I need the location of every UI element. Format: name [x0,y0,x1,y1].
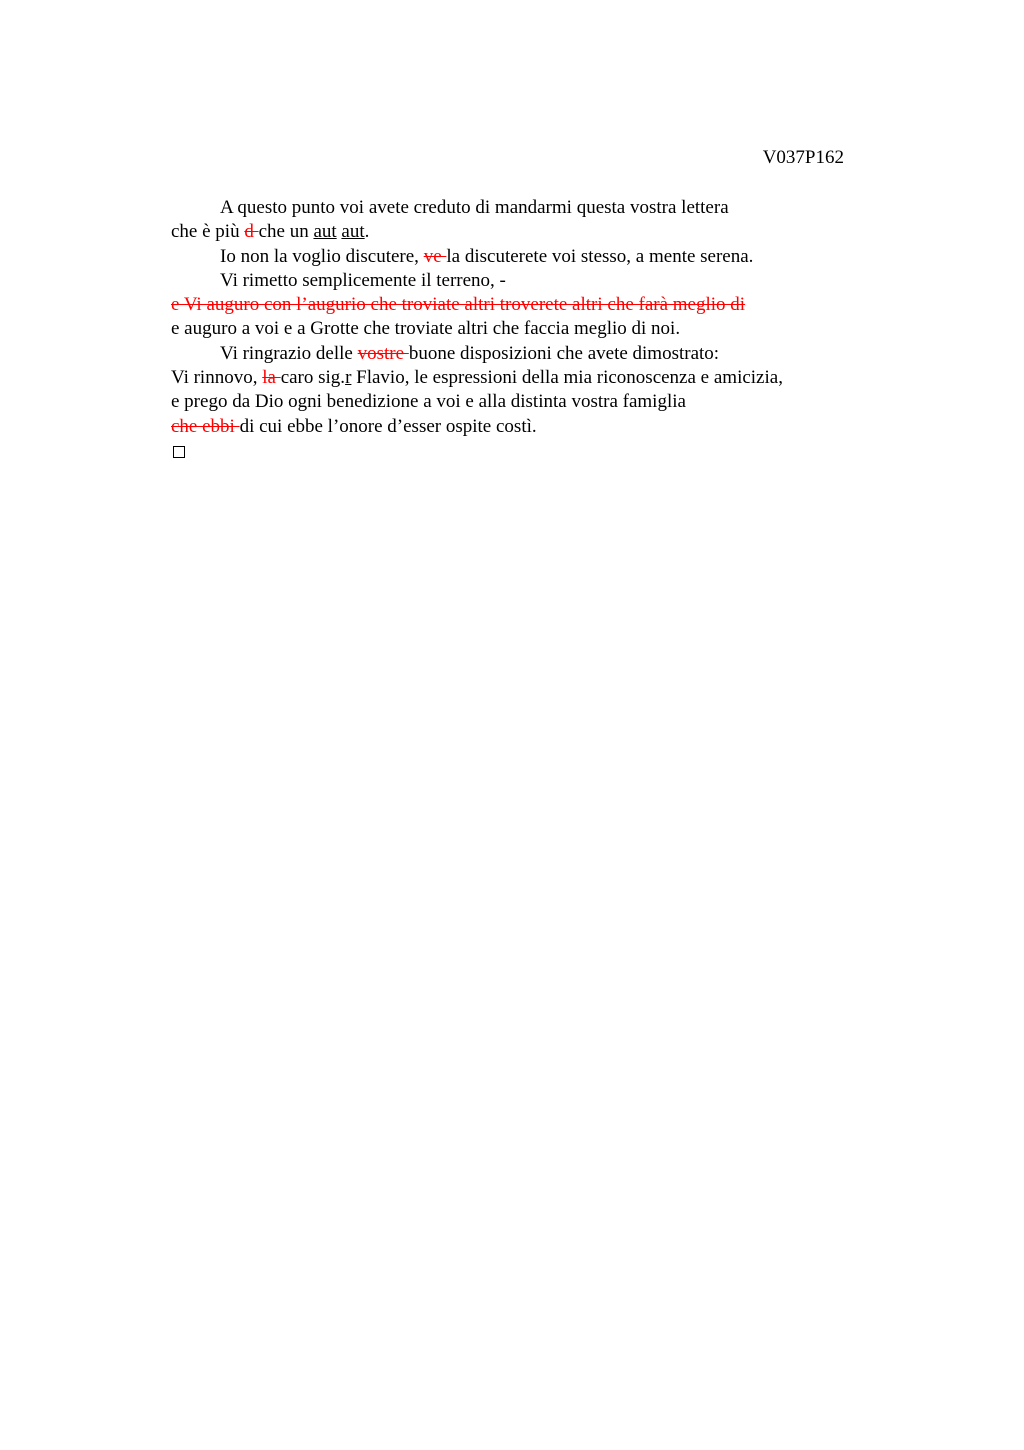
underlined-text: aut [341,221,365,243]
text-line [171,366,861,390]
text-line [171,245,861,269]
text-line [171,293,861,317]
deleted-text: vostre [357,342,409,364]
text-segment: buone disposizioni che avete dimostrato: [408,342,720,364]
text-segment: Flavio, le espressioni della mia riconoscenza e amicizia, [351,367,783,389]
deleted-text: d [244,221,259,243]
text-segment: che è più [171,221,245,243]
text-segment: di cui ebbe l’onore d’esser ospite costì. [239,415,537,437]
underlined-text: r [345,367,352,389]
text-segment: Vi rimetto semplicemente il terreno, - [220,269,506,291]
text-segment: caro sig. [280,367,346,389]
text-segment: . [364,221,370,243]
text-line [171,196,861,220]
text-segment: A questo punto voi avete creduto di mandarmi questa vostra lettera [220,197,729,218]
empty-square-icon [173,446,185,458]
letter-body [171,196,861,463]
text-segment: Vi ringrazio delle [220,342,358,364]
text-segment: e prego da Dio ogni benedizione a voi e alla distinta vostra famiglia [171,391,686,413]
text-segment: che un [258,221,314,243]
text-line [171,317,861,341]
text-line [171,415,861,439]
text-line [171,220,861,244]
text-line [171,342,861,366]
text-segment: la discuterete voi stesso, a mente serena. [446,245,754,267]
end-marker-line [171,439,861,463]
text-line [171,269,861,293]
deleted-text: e Vi auguro con l’augurio che troviate altri troverete altri che farà meglio di [171,294,746,316]
text-segment: Io non la voglio discutere, [220,245,424,267]
text-segment: Vi rinnovo, [171,367,263,389]
page-code: V037P162 [762,147,844,168]
underlined-text: aut [313,221,337,243]
text-line [171,390,861,414]
text-segment: e auguro a voi e a Grotte che troviate altri che faccia meglio di noi. [171,318,681,340]
deleted-text: che ebbi [171,415,240,437]
deleted-text: ve [423,245,447,267]
deleted-text: la [262,367,281,389]
